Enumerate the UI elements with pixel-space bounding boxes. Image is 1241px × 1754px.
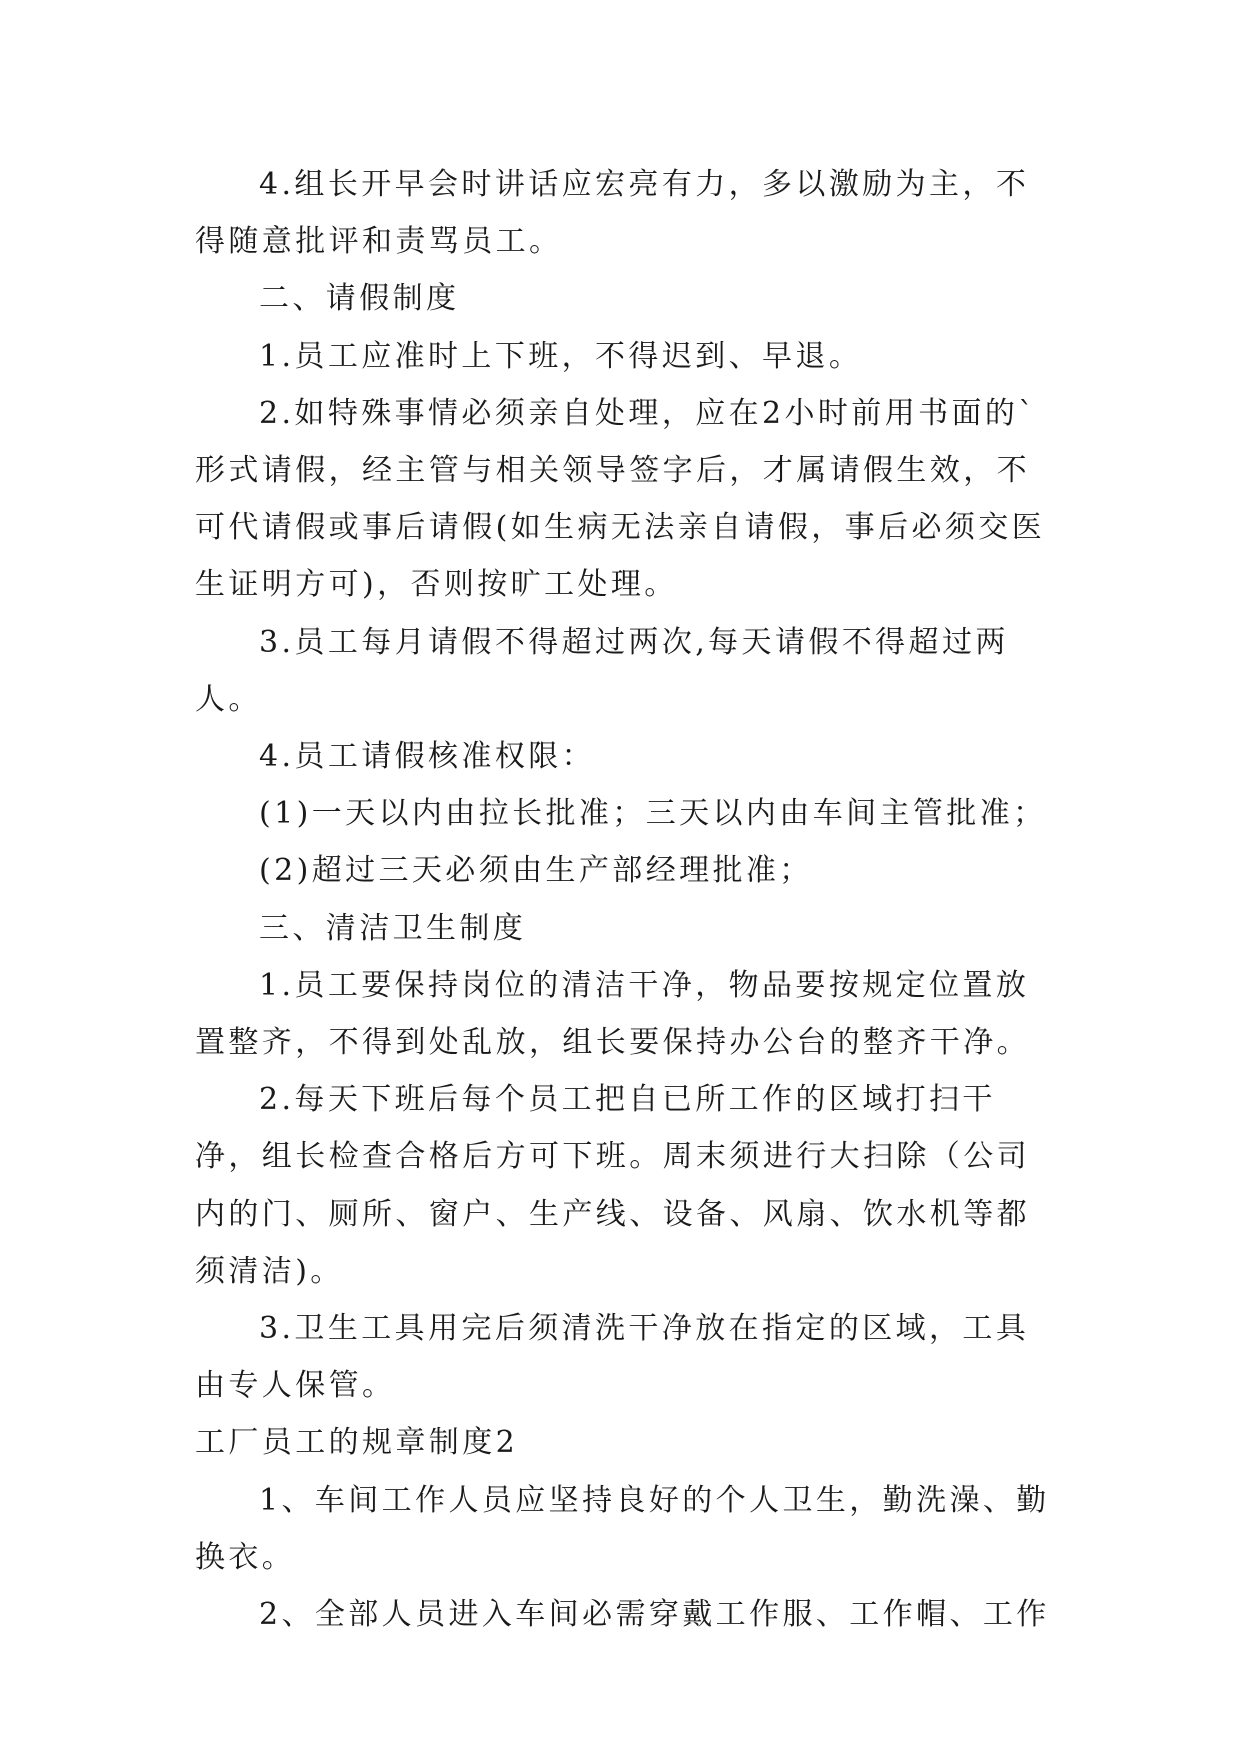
paragraph-7: (1)一天以内由拉长批准；三天以内由车间主管批准； (259, 796, 1047, 832)
paragraph-11: 2.每天下班后每个员工把自已所工作的区域打扫干净，组长检查合格后方可下班。周末须进行大扫除（公司内的门、厕所、窗户、生产线、设备、风扇、饮水机等都须清洁)。 (195, 1082, 1030, 1289)
paragraph-14: 1、车间工作人员应坚持良好的个人卫生，勤洗澡、勤换衣。 (195, 1482, 1050, 1575)
document-body (195, 156, 1055, 1643)
paragraph-4: 2.如特殊事情必须亲自处理，应在2小时前用书面的`形式请假，经主管与相关领导签字后，才属请假生效，不可代请假或事后请假(如生病无法亲自请假，事后必须交医生证明方可)，否则按旷工处理。 (195, 395, 1046, 603)
paragraph-1: 4.组长开早会时讲话应宏亮有力，多以激励为主，不得随意批评和责骂员工。 (195, 167, 1030, 260)
document-title-2: 工厂员工的规章制度2 (195, 1425, 519, 1461)
paragraph-5: 3.员工每月请假不得超过两次,每天请假不得超过两人。 (195, 624, 1009, 717)
paragraph-10: 1.员工要保持岗位的清洁干净，物品要按规定位置放置整齐，不得到处乱放，组长要保持办公台的整齐干净。 (195, 967, 1030, 1061)
section-heading-leave-policy: 二、请假制度 (259, 281, 460, 317)
paragraph-6: 4.员工请假核准权限： (259, 739, 596, 775)
paragraph-15: 2、全部人员进入车间必需穿戴工作服、工作帽、工作 (259, 1597, 1050, 1633)
paragraph-3: 1.员工应准时上下班，不得迟到、早退。 (259, 338, 863, 374)
paragraph-12: 3.卫生工具用完后须清洗干净放在指定的区域，工具由专人保管。 (195, 1311, 1030, 1404)
section-heading-cleaning-policy: 三、清洁卫生制度 (259, 910, 527, 946)
paragraph-8: (2)超过三天必须由生产部经理批准； (259, 853, 813, 889)
